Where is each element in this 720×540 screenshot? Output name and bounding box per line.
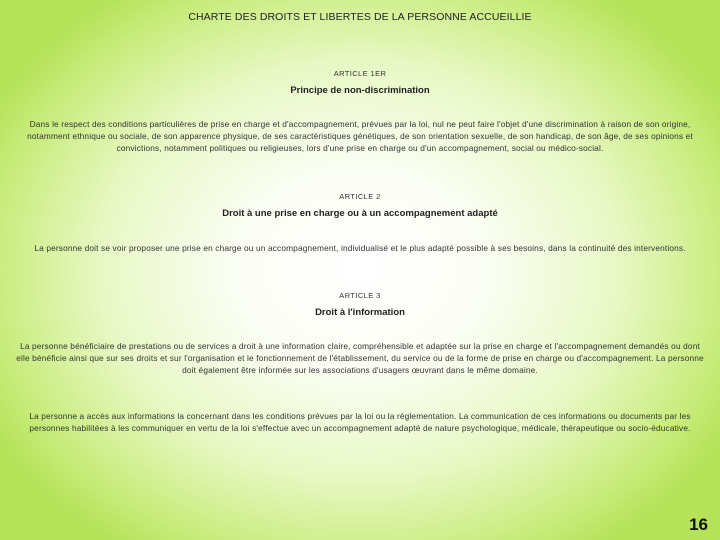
article-3-heading: Droit à l'information (315, 307, 405, 318)
article-3-label: ARTICLE 3 (339, 291, 381, 300)
article-1-paragraph: Dans le respect des conditions particulières de prise en charge et d'accompagnement, prévues par la loi, nul ne peut faire l'objet d'une discrimination à raison de son origine, notamment ethnique ou sociale, de son apparence physique, de ses caractéristiques génétiques, de son orientation sexuelle, de son handicap, de son âge, de ses opinions et convictions, notamment politiques ou religieuses, lors d'une prise en charge ou d'un accompagnement, social ou médico-social. (27, 119, 693, 153)
article-2-paragraph: La personne doit se voir proposer une prise en charge ou un accompagnement, individualisé et le plus adapté possible à ses besoins, dans la continuité des interventions. (34, 243, 686, 253)
article-2-heading: Droit à une prise en charge ou à un accompagnement adapté (222, 208, 498, 219)
article-1-heading: Principe de non-discrimination (290, 85, 430, 96)
article-3-paragraph-1: La personne bénéficiaire de prestations ou de services a droit à une information claire, compréhensible et adaptée sur la prise en charge et l'accompagnement demandés ou dont elle bénéficie ainsi que sur ses droits et sur l'organisation et le fonctionnement de l'établissement, du service ou de la forme de prise en charge ou d'accompagnement. La personne doit également être informée sur les associations d'usagers œuvrant dans le même domaine. (16, 341, 704, 375)
document-title: CHARTE DES DROITS ET LIBERTES DE LA PERSONNE ACCUEILLIE (188, 11, 532, 23)
article-3-paragraph-2: La personne a accès aux informations la concernant dans les conditions prévues par la loi ou la réglementation. La communication de ces informations ou documents par les personnes habilitées à les communiquer en vertu de la loi s'effectue avec un accompagnement adapté de nature psychologique, médicale, thérapeutique ou socio-éducative. (29, 411, 691, 433)
article-1-label: ARTICLE 1ER (333, 69, 387, 78)
page-number: 16 (689, 515, 708, 534)
article-2-label: ARTICLE 2 (339, 192, 381, 201)
